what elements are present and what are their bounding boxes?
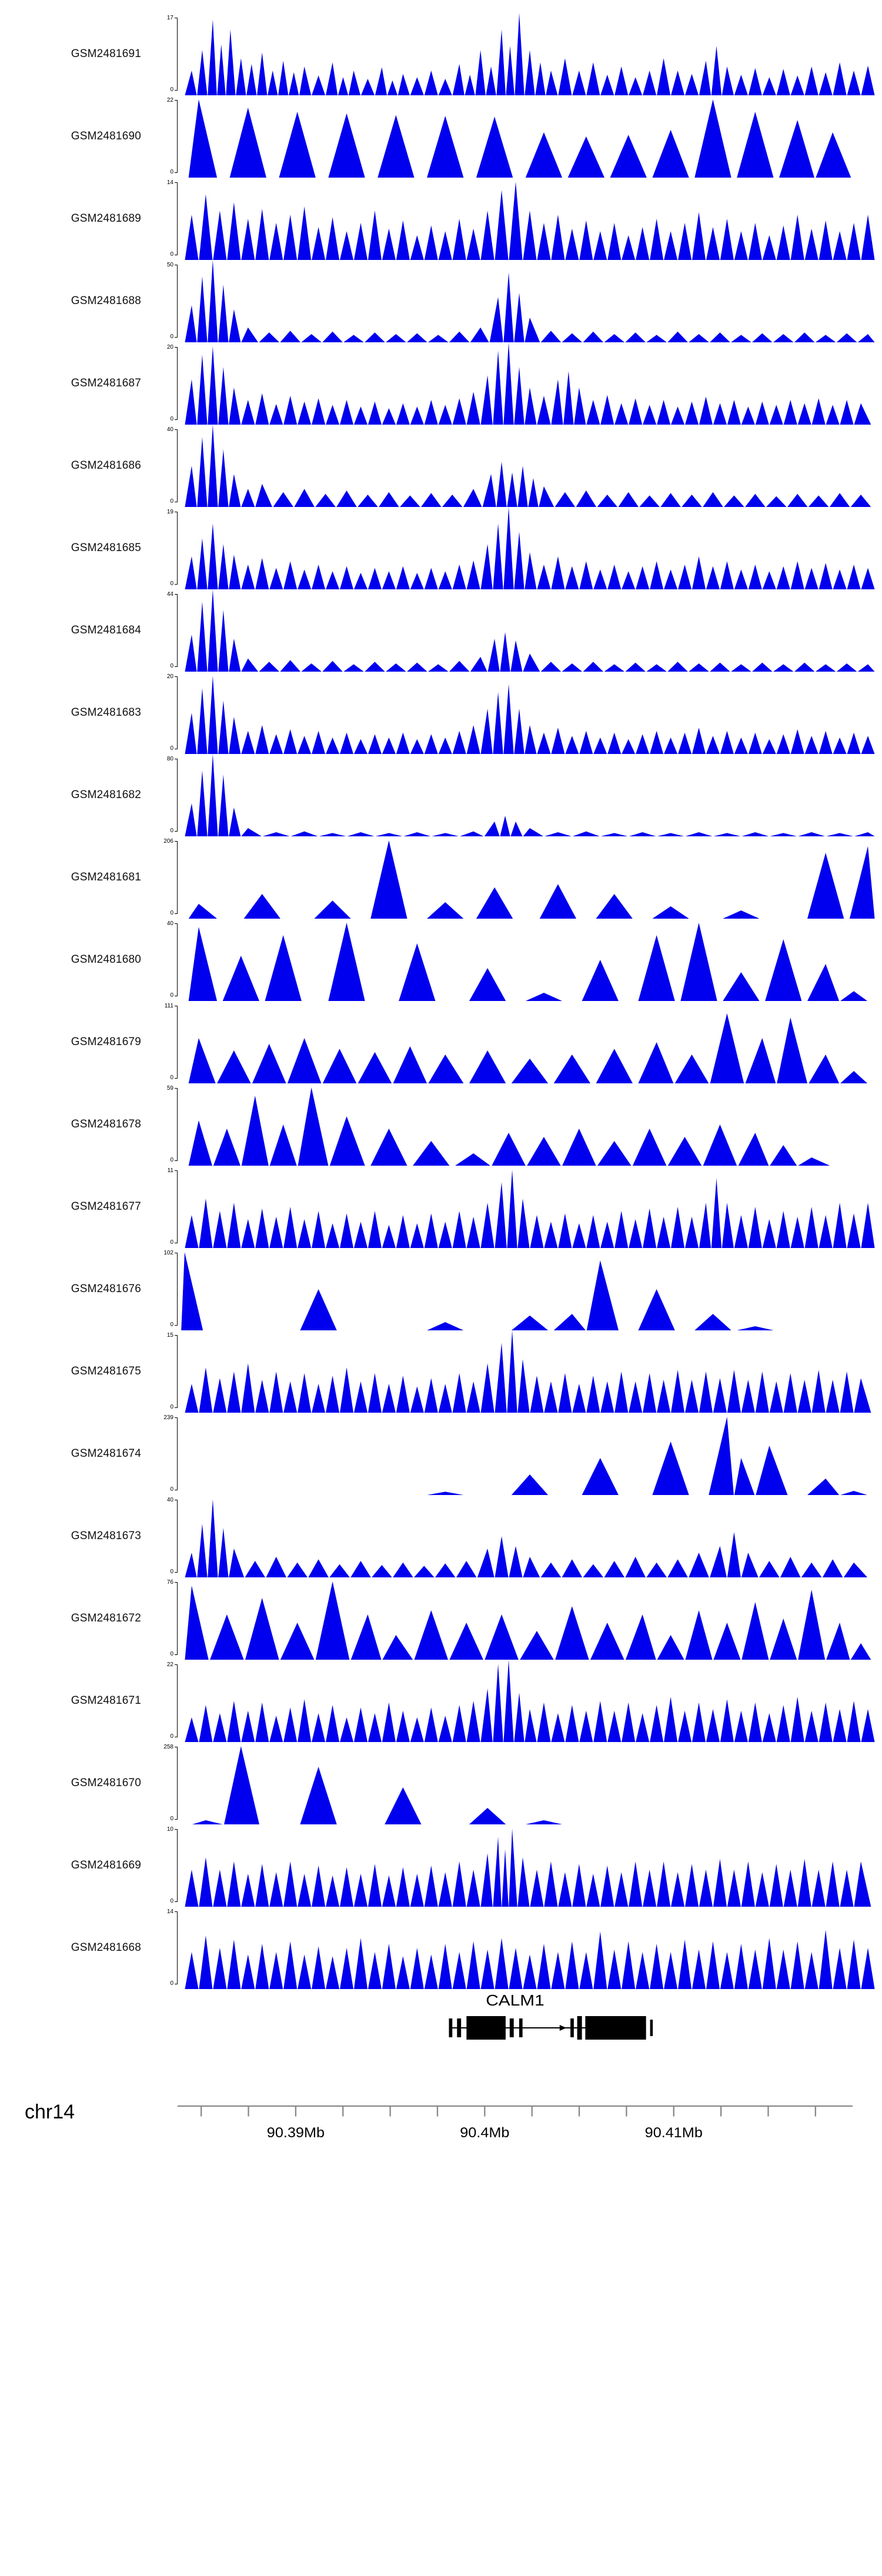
track-coverage-plot[interactable] (178, 1083, 882, 1166)
track-coverage-plot[interactable] (178, 425, 882, 507)
track-coverage-plot[interactable] (178, 589, 882, 672)
track-sample-label: GSM2481674 (71, 1447, 141, 1460)
track-coverage-plot[interactable] (178, 1166, 882, 1248)
axis-tick-label: 90.4Mb (460, 2125, 510, 2141)
axis-tick-label: 90.39Mb (266, 2125, 325, 2141)
track-y-min: 0 (170, 1651, 173, 1657)
track-y-max: 111 (164, 1003, 173, 1009)
coverage-track (0, 178, 882, 260)
coverage-track (0, 342, 882, 425)
track-sample-label: GSM2481688 (71, 295, 141, 307)
coverage-area (178, 1087, 882, 1166)
track-y-min: 0 (170, 333, 173, 340)
track-sample-label: GSM2481683 (71, 706, 141, 719)
track-coverage-plot[interactable] (178, 1907, 882, 1989)
track-y-min: 0 (170, 580, 173, 587)
track-sample-label: GSM2481679 (71, 1036, 141, 1048)
coverage-area (178, 260, 882, 342)
coverage-area (178, 923, 882, 1001)
track-y-axis (147, 754, 178, 836)
track-sample-label: GSM2481669 (71, 1859, 141, 1871)
coverage-track (0, 1248, 882, 1330)
coverage-svg (178, 1166, 882, 1248)
coverage-area (178, 1581, 882, 1660)
coverage-track (0, 260, 882, 342)
track-sample-label: GSM2481677 (71, 1200, 141, 1213)
coverage-area (178, 1252, 882, 1330)
track-y-axis (147, 1577, 178, 1660)
track-coverage-plot[interactable] (178, 1001, 882, 1083)
track-sample-label: GSM2481675 (71, 1365, 141, 1377)
track-y-min: 0 (170, 1980, 173, 1987)
coverage-svg (178, 836, 882, 919)
coverage-area (178, 1013, 882, 1083)
coverage-area (178, 99, 882, 178)
track-sample-label: GSM2481670 (71, 1777, 141, 1789)
coverage-svg (178, 1413, 882, 1495)
coverage-svg (178, 672, 882, 754)
coverage-svg (178, 1660, 882, 1742)
track-y-max: 22 (166, 1661, 173, 1668)
track-y-max: 14 (166, 179, 173, 186)
top-spacer (0, 0, 882, 13)
coverage-area (178, 182, 882, 260)
track-y-max: 40 (166, 1497, 173, 1503)
track-y-axis (147, 507, 178, 589)
coverage-track (0, 589, 882, 672)
track-y-min: 0 (170, 1486, 173, 1493)
track-y-max: 14 (166, 1908, 173, 1915)
coverage-svg (178, 1824, 882, 1907)
coverage-track (0, 1166, 882, 1248)
track-y-max: 11 (167, 1167, 173, 1174)
track-coverage-plot[interactable] (178, 95, 882, 178)
track-y-axis (147, 1166, 178, 1248)
coverage-svg (178, 13, 882, 95)
track-y-max: 20 (166, 344, 173, 351)
track-coverage-plot[interactable] (178, 1413, 882, 1495)
coverage-svg (178, 1495, 882, 1577)
coverage-area (178, 1660, 882, 1742)
track-y-min: 0 (170, 498, 173, 505)
track-y-axis (147, 836, 178, 919)
track-coverage-plot[interactable] (178, 178, 882, 260)
coverage-svg (178, 1577, 882, 1660)
track-y-max: 206 (163, 838, 173, 845)
track-coverage-plot[interactable] (178, 754, 882, 836)
track-y-max: 22 (166, 97, 173, 104)
track-coverage-plot[interactable] (178, 919, 882, 1001)
coverage-svg (178, 1330, 882, 1413)
track-y-min: 0 (170, 416, 173, 422)
track-y-axis (147, 919, 178, 1001)
track-y-axis (147, 1660, 178, 1742)
track-y-max: 40 (166, 920, 173, 927)
track-y-min: 0 (170, 1569, 173, 1575)
coverage-track (0, 919, 882, 1001)
coverage-area (178, 1330, 882, 1413)
track-y-max: 15 (166, 1332, 173, 1339)
coverage-track (0, 1330, 882, 1413)
coverage-svg (178, 425, 882, 507)
coverage-svg (178, 919, 882, 1001)
coverage-track (0, 1495, 882, 1577)
coverage-svg (178, 260, 882, 342)
coverage-track (0, 13, 882, 95)
track-sample-label: GSM2481671 (71, 1694, 141, 1707)
track-coverage-plot[interactable] (178, 836, 882, 919)
track-y-max: 40 (166, 426, 173, 433)
track-y-axis (147, 1330, 178, 1413)
track-y-axis (147, 1742, 178, 1824)
track-y-min: 0 (170, 1404, 173, 1410)
track-y-min: 0 (170, 992, 173, 999)
coverage-track (0, 1083, 882, 1166)
track-y-axis (147, 95, 178, 178)
track-y-max: 76 (166, 1579, 173, 1586)
track-y-min: 0 (170, 827, 173, 834)
coverage-area (178, 1417, 882, 1495)
gene-model (178, 1989, 853, 2077)
track-y-axis (147, 1495, 178, 1577)
coverage-svg (178, 589, 882, 672)
coverage-track (0, 1413, 882, 1495)
track-coverage-plot[interactable] (178, 1495, 882, 1577)
track-sample-label: GSM2481686 (71, 459, 141, 472)
coverage-area (178, 342, 882, 425)
gene-model-svg (178, 1989, 853, 2077)
coverage-track (0, 425, 882, 507)
track-y-axis (147, 1001, 178, 1083)
track-coverage-plot[interactable] (178, 672, 882, 754)
coverage-svg (178, 1907, 882, 1989)
track-coverage-plot[interactable] (178, 1660, 882, 1742)
coverage-svg (178, 1742, 882, 1824)
track-y-max: 50 (166, 262, 173, 268)
track-sample-label: GSM2481673 (71, 1530, 141, 1542)
coverage-track (0, 1001, 882, 1083)
track-y-max: 20 (166, 673, 173, 680)
track-coverage-plot[interactable] (178, 1330, 882, 1413)
track-y-min: 0 (170, 1816, 173, 1822)
track-y-min: 0 (170, 1898, 173, 1904)
coverage-track (0, 1907, 882, 1989)
coverage-area (178, 507, 882, 589)
coverage-track (0, 507, 882, 589)
coverage-track (0, 1577, 882, 1660)
coverage-track (0, 672, 882, 754)
gene-annotation-row (0, 1989, 882, 2077)
track-y-axis (147, 589, 178, 672)
coverage-track (0, 1660, 882, 1742)
chromosome-axis-svg (178, 2100, 853, 2177)
track-sample-label: GSM2481685 (71, 542, 141, 554)
track-coverage-plot[interactable] (178, 13, 882, 95)
track-sample-label: GSM2481676 (71, 1283, 141, 1295)
track-y-max: 17 (166, 15, 173, 21)
coverage-area (178, 1170, 882, 1248)
track-coverage-plot[interactable] (178, 1742, 882, 1824)
track-sample-label: GSM2481672 (71, 1612, 141, 1624)
coverage-area (178, 13, 882, 95)
track-y-max: 239 (163, 1414, 173, 1421)
track-sample-label: GSM2481690 (71, 130, 141, 142)
track-y-axis (147, 342, 178, 425)
track-sample-label: GSM2481689 (71, 212, 141, 225)
track-coverage-plot[interactable] (178, 1824, 882, 1907)
track-y-max: 59 (166, 1085, 173, 1092)
track-y-max: 44 (166, 591, 173, 598)
coverage-track (0, 754, 882, 836)
coverage-svg (178, 1001, 882, 1083)
coverage-area (178, 1499, 882, 1577)
track-y-axis (147, 1907, 178, 1989)
coverage-area (178, 840, 882, 919)
track-y-min: 0 (170, 910, 173, 916)
track-y-axis (147, 1824, 178, 1907)
coverage-svg (178, 95, 882, 178)
coverage-area (178, 1746, 882, 1824)
track-coverage-plot[interactable] (178, 342, 882, 425)
coverage-svg (178, 507, 882, 589)
track-y-min: 0 (170, 251, 173, 258)
track-y-min: 0 (170, 663, 173, 669)
coverage-svg (178, 342, 882, 425)
coverage-track (0, 95, 882, 178)
track-sample-label: GSM2481687 (71, 377, 141, 389)
track-coverage-plot[interactable] (178, 1248, 882, 1330)
track-y-axis (147, 1248, 178, 1330)
chromosome-label: chr14 (25, 2101, 75, 2123)
coverage-track (0, 1824, 882, 1907)
track-coverage-plot[interactable] (178, 1577, 882, 1660)
track-y-axis (147, 1083, 178, 1166)
coverage-area (178, 1828, 882, 1907)
coverage-svg (178, 1248, 882, 1330)
track-coverage-plot[interactable] (178, 260, 882, 342)
track-sample-label: GSM2481684 (71, 624, 141, 636)
track-sample-label: GSM2481681 (71, 871, 141, 883)
coverage-area (178, 589, 882, 672)
track-y-min: 0 (170, 1239, 173, 1246)
tracks-container (0, 13, 882, 1989)
coverage-area (178, 425, 882, 507)
track-y-min: 0 (170, 745, 173, 752)
track-y-axis (147, 1413, 178, 1495)
coverage-area (178, 1930, 882, 1989)
track-sample-label: GSM2481682 (71, 789, 141, 801)
track-y-min: 0 (170, 1075, 173, 1081)
track-y-min: 0 (170, 86, 173, 93)
track-coverage-plot[interactable] (178, 507, 882, 589)
track-y-min: 0 (170, 1157, 173, 1163)
track-y-axis (147, 13, 178, 95)
track-y-min: 0 (170, 169, 173, 175)
track-y-max: 258 (163, 1744, 173, 1750)
track-sample-label: GSM2481678 (71, 1118, 141, 1130)
coverage-track (0, 836, 882, 919)
track-y-axis (147, 178, 178, 260)
chromosome-axis (178, 2100, 853, 2177)
track-y-axis (147, 672, 178, 754)
track-sample-label: GSM2481668 (71, 1941, 141, 1954)
coverage-area (178, 754, 882, 836)
coverage-svg (178, 1083, 882, 1166)
coverage-svg (178, 754, 882, 836)
track-y-max: 19 (166, 509, 173, 515)
chromosome-axis-row (0, 2077, 882, 2177)
track-y-axis (147, 260, 178, 342)
track-y-max: 102 (163, 1250, 173, 1256)
track-sample-label: GSM2481691 (71, 48, 141, 60)
track-y-max: 10 (166, 1826, 173, 1833)
gene-name-label: CALM1 (486, 1991, 544, 2009)
axis-tick-label: 90.41Mb (644, 2125, 703, 2141)
track-y-axis (147, 425, 178, 507)
track-y-min: 0 (170, 1733, 173, 1740)
coverage-svg (178, 178, 882, 260)
track-y-max: 80 (166, 756, 173, 762)
track-y-min: 0 (170, 1322, 173, 1328)
coverage-area (178, 676, 882, 754)
coverage-track (0, 1742, 882, 1824)
track-sample-label: GSM2481680 (71, 953, 141, 966)
